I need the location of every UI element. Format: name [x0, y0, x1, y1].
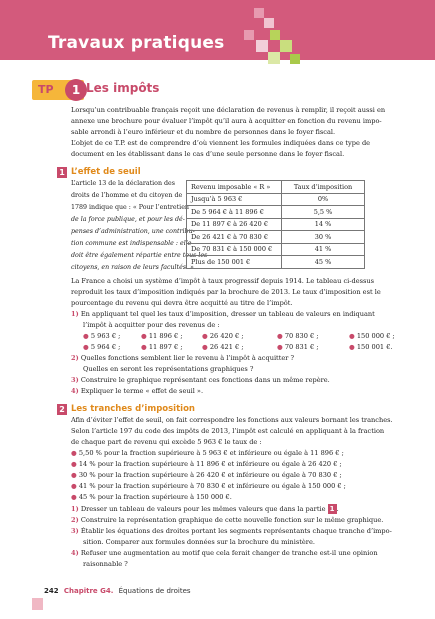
value-item: ● 26 421 € ; [202, 343, 244, 351]
table-cell: Plus de 150 001 € [187, 256, 282, 269]
table-row [187, 256, 365, 269]
article-quote [71, 178, 208, 274]
page-footer [44, 587, 191, 595]
value-item: ● 70 830 € ; [277, 332, 319, 340]
table-header: Revenu imposable « R » [187, 181, 282, 194]
question-2-4-cont: raisonnable ? [83, 560, 128, 568]
question-2 [71, 353, 294, 364]
question-number: 1) [71, 505, 79, 513]
section-title: Les tranches d’imposition [71, 404, 195, 414]
header-banner [0, 0, 435, 60]
value-item: ● 5 963 € ; [83, 332, 121, 340]
intro-line: sable arrondi à l’euro inférieur et du nombre de personnes dans le foyer fiscal. [71, 128, 336, 136]
question-4 [71, 386, 203, 397]
bullet-item: ● 5,50 % pour la fraction supérieure à 5 963 € et inférieure ou égale à 11 896 € ; [71, 449, 344, 457]
quote-line: droits de l’homme et du citoyen de [71, 192, 183, 199]
table-header-row [187, 181, 365, 194]
question-text: Établir les équations des droites portant les segments représentants chaque tranche d’impo- [80, 527, 392, 535]
table-row [187, 243, 365, 256]
quote-line: citoyens, en raison de leurs facultés. » [71, 264, 194, 271]
question-1-cont: l’impôt à acquitter pour des revenus de : [83, 321, 220, 329]
text-line: Selon l’article 197 du code des impôts de 2013, l’impôt est calculé en appliquant à la fraction [71, 427, 385, 435]
table-row [187, 206, 365, 219]
footer-decor-square [32, 598, 43, 610]
chapter-label: Chapitre G4. [63, 587, 114, 595]
value-item: ● 5 964 € ; [83, 343, 121, 351]
table-cell: De 70 831 € à 150 000 € [187, 243, 282, 256]
question-number: 2) [71, 354, 79, 362]
question-number: 4) [71, 387, 79, 395]
question-3 [71, 375, 330, 386]
tp-number: 1 [65, 79, 87, 101]
question-2-1: 1) Dresser un tableau de valeurs pour les mêmes valeurs que dans la partie 1 . [71, 505, 339, 513]
page-title: Travaux pratiques [48, 33, 225, 53]
decor-square [270, 30, 280, 40]
question-number: 3) [71, 376, 79, 384]
table-cell: 41 % [282, 243, 365, 256]
question-number: 3) [71, 527, 79, 535]
table-cell: De 5 964 € à 11 896 € [187, 206, 282, 219]
value-item: ● 26 420 € ; [202, 332, 244, 340]
intro-line: document en les établissant dans le cas d’une seule personne dans le foyer fiscal. [71, 150, 345, 158]
bullet-item: ● 30 % pour la fraction supérieure à 26 420 € et inférieure ou égale à 70 830 € ; [71, 471, 342, 479]
question-number: 4) [71, 549, 79, 557]
quote-line: de la force publique, et pour les dé- [71, 216, 185, 223]
table-cell: 14 % [282, 218, 365, 231]
page-number: 242 [44, 587, 59, 595]
section-title: L’effet de seuil [71, 167, 141, 177]
quote-line: penses d’administration, une contribu- [71, 228, 195, 235]
question-text: Expliquer le terme « effet de seuil ». [80, 387, 204, 395]
table-cell: 45 % [282, 256, 365, 269]
intro-line: L’objet de ce T.P. est de comprendre d’où viennent les formules indiquées dans ce type de [71, 139, 371, 147]
question-number: 1) [71, 310, 79, 318]
quote-line: L’article 13 de la déclaration des [71, 180, 175, 187]
bullet-item: ● 41 % pour la fraction supérieure à 70 830 € et inférieure ou égale à 150 000 € ; [71, 482, 346, 490]
decor-square [290, 54, 300, 64]
question-1 [71, 309, 375, 320]
table-row [187, 193, 365, 206]
text-line: pourcentage du revenu qui devra être acquitté au titre de l’impôt. [71, 299, 293, 307]
question-text: Refuser une augmentation au motif que cela ferait changer de tranche est-il une opinion [80, 549, 378, 557]
question-2-3 [71, 526, 392, 537]
chapter-title: Équations de droites [118, 587, 191, 595]
intro-line: Lorsqu’un contribuable français reçoit une déclaration de revenus à remplir, il reçoit aussi en [71, 106, 386, 114]
question-2-3-cont: sition. Comparer aux formules données sur la brochure du ministère. [83, 538, 315, 546]
table-cell: De 26 421 € à 70 830 € [187, 231, 282, 244]
table-cell: 5,5 % [282, 206, 365, 219]
section-number: 1 [57, 167, 67, 178]
bullet-item: ● 14 % pour la fraction supérieure à 11 896 € et inférieure ou égale à 26 420 € ; [71, 460, 342, 468]
table-header: Taux d’imposition [282, 181, 365, 194]
table-cell: 0% [282, 193, 365, 206]
value-item: ● 150 001 €. [349, 343, 393, 351]
question-text: Dresser un tableau de valeurs pour les mêmes valeurs que dans la partie [80, 505, 326, 513]
value-item: ● 11 896 € ; [141, 332, 183, 340]
tp-label: TP [38, 83, 54, 96]
question-number: 2) [71, 516, 79, 524]
decor-square [264, 18, 274, 28]
table-cell: De 11 897 € à 26 420 € [187, 218, 282, 231]
question-text: Construire la représentation graphique de cette nouvelle fonction sur le même graphique. [80, 516, 384, 524]
text-line: reproduit les taux d’imposition indiqués par la brochure de 2013. Le taux d’imposition est le [71, 288, 381, 296]
question-text: Quelles fonctions semblent lier le revenu à l’impôt à acquitter ? [80, 354, 295, 362]
decor-square [268, 52, 280, 64]
table-cell: Jusqu’à 5 963 € [187, 193, 282, 206]
question-text: En appliquant tel quel les taux d’imposition, dresser un tableau de valeurs en indiquant [80, 310, 375, 318]
question-text: Construire le graphique représentant ces fonctions dans un même repère. [80, 376, 330, 384]
intro-line: annexe une brochure pour évaluer l’impôt qu’il aura à acquitter en fonction du revenu impo- [71, 117, 382, 125]
bullet-item: ● 45 % pour la fraction supérieure à 150 000 €. [71, 493, 232, 501]
table-row [187, 231, 365, 244]
intro-paragraph [71, 105, 403, 160]
question-2-2 [71, 515, 383, 526]
decor-square [280, 40, 292, 52]
value-item: ● 150 000 € ; [349, 332, 395, 340]
section-number: 2 [57, 404, 67, 415]
table-cell: 30 % [282, 231, 365, 244]
table-row [187, 218, 365, 231]
section-2-text [71, 415, 403, 448]
decor-square [244, 30, 254, 40]
section-reference: 1 [328, 504, 337, 514]
question-2-cont: Quelles en seront les représentations graphiques ? [83, 365, 254, 373]
text-line: La France a choisi un système d’impôt à taux progressif depuis 1914. Le tableau ci-dessus [71, 277, 375, 285]
quote-line: doit être également répartie entre tous les [71, 252, 208, 259]
section-1-text [71, 276, 403, 309]
tax-rate-table [186, 180, 365, 269]
value-item: ● 70 831 € ; [277, 343, 319, 351]
quote-line: tion commune est indispensable : elle [71, 240, 192, 247]
quote-line: 1789 indique que : « Pour l’entretien [71, 204, 189, 211]
decor-square [254, 8, 264, 18]
question-2-4 [71, 548, 378, 559]
value-item: ● 11 897 € ; [141, 343, 183, 351]
text-line: de chaque part de revenu qui excède 5 963 € le taux de : [71, 438, 262, 446]
text-line: Afin d’éviter l’effet de seuil, on fait correspondre les fonctions aux valeurs bornant les tranches. [71, 416, 393, 424]
tp-title: Les impôts [86, 81, 160, 95]
decor-square [256, 40, 268, 52]
